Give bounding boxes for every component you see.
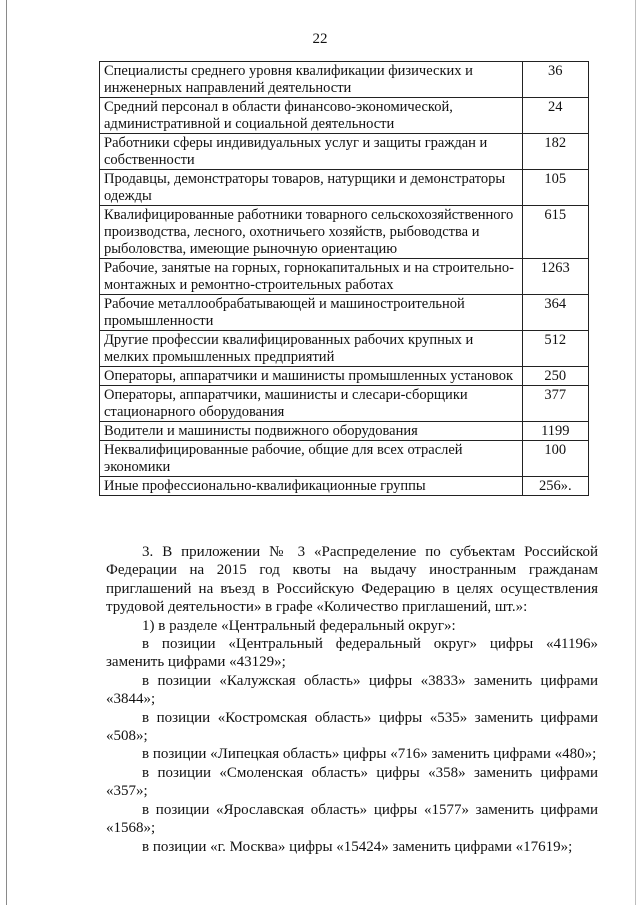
table-row	[100, 62, 589, 98]
paragraph-amendment: в позиции «Центральный федеральный округ» цифры «41196» заменить цифрами «43129»;	[106, 636, 598, 671]
paragraph-amendment: в позиции «Калужская область» цифры «3833» заменить цифрами «3844»;	[106, 672, 598, 708]
table-row	[100, 422, 589, 441]
table-row	[100, 331, 589, 367]
occupation-name: Неквалифицированные рабочие, общие для всех отраслей экономики	[100, 441, 523, 477]
paragraph-section-central: 1) в разделе «Центральный федеральный округ»:	[142, 617, 456, 634]
paragraph-amendment: в позиции «Костромская область» цифры «535» заменить цифрами «508»;	[106, 709, 598, 745]
occupation-name: Средний персонал в области финансово-экономической, административной и социальной деятельности	[100, 98, 523, 134]
occupation-name: Другие профессии квалифицированных рабочих крупных и мелких промышленных предприятий	[100, 331, 523, 367]
quota-value: 377	[522, 386, 588, 422]
occupation-name: Рабочие металлообрабатывающей и машиностроительной промышленности	[100, 295, 523, 331]
quota-value: 250	[522, 367, 588, 386]
quota-value: 100	[522, 441, 588, 477]
occupation-name: Квалифицированные работники товарного сельскохозяйственного производства, лесного, охотничьего хозяйств, рыбоводства и рыболовства, имеющие рыночную ориентацию	[100, 206, 523, 259]
table-row	[100, 386, 589, 422]
quota-value: 256».	[522, 477, 588, 496]
quota-value: 182	[522, 134, 588, 170]
page-left-edge	[6, 0, 7, 905]
table-row	[100, 206, 589, 259]
quota-value: 364	[522, 295, 588, 331]
table-row	[100, 259, 589, 295]
table-row	[100, 134, 589, 170]
quota-value: 1199	[522, 422, 588, 441]
paragraph-amendment: в позиции «Ярославская область» цифры «1577» заменить цифрами «1568»;	[106, 801, 598, 837]
occupation-name: Работники сферы индивидуальных услуг и защиты граждан и собственности	[100, 134, 523, 170]
occupation-name: Продавцы, демонстраторы товаров, натурщики и демонстраторы одежды	[100, 170, 523, 206]
quota-value: 1263	[522, 259, 588, 295]
table-row	[100, 441, 589, 477]
occupation-name: Водители и машинисты подвижного оборудования	[100, 422, 523, 441]
occupation-name: Операторы, аппаратчики, машинисты и слесари-сборщики стационарного оборудования	[100, 386, 523, 422]
quota-value: 24	[522, 98, 588, 134]
quota-value: 36	[522, 62, 588, 98]
table-row	[100, 477, 589, 496]
table-row	[100, 170, 589, 206]
amendment-text	[106, 543, 598, 856]
table-row	[100, 367, 589, 386]
paragraph-amendment: в позиции «г. Москва» цифры «15424» заменить цифрами «17619»;	[142, 838, 573, 855]
paragraph-appendix-3: 3. В приложении № 3 «Распределение по субъектам Российской Федерации на 2015 год квоты на выдачу иностранным гражданам приглашений на въезд в Российскую Федерацию в целях осуществления трудовой деятельности» в графе «Количество приглашений, шт.»:	[106, 544, 598, 616]
page-right-edge	[635, 0, 636, 905]
quota-value: 512	[522, 331, 588, 367]
page-number: 22	[312, 31, 328, 47]
table-row	[100, 295, 589, 331]
occupation-name: Специалисты среднего уровня квалификации физических и инженерных направлений деятельности	[100, 62, 523, 98]
quota-value: 105	[522, 170, 588, 206]
paragraph-amendment: в позиции «Смоленская область» цифры «358» заменить цифрами «357»;	[106, 764, 598, 800]
occupation-name: Рабочие, занятые на горных, горнокапитальных и на строительно-монтажных и ремонтно-строительных работах	[100, 259, 523, 295]
occupation-quota-table	[99, 61, 589, 496]
occupation-name: Операторы, аппаратчики и машинисты промышленных установок	[100, 367, 523, 386]
table-row	[100, 98, 589, 134]
paragraph-amendment: в позиции «Липецкая область» цифры «716» заменить цифрами «480»;	[142, 746, 597, 763]
quota-value: 615	[522, 206, 588, 259]
occupation-name: Иные профессионально-квалификационные группы	[100, 477, 523, 496]
